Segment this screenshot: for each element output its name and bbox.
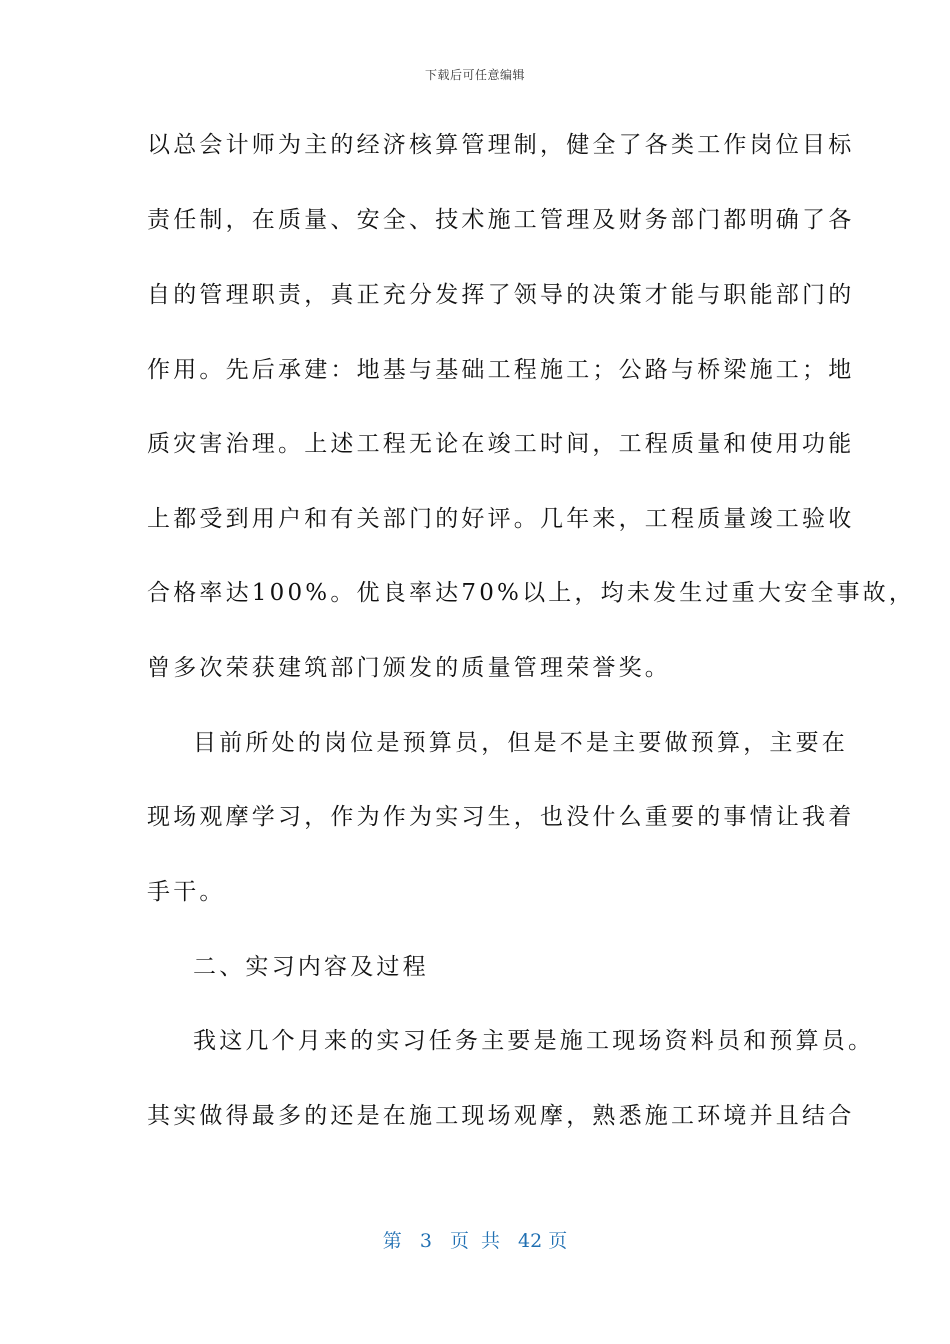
section-heading: 二、实习内容及过程: [193, 954, 429, 980]
paragraph-first-line: 我这几个月来的实习任务主要是施工现场资料员和预算员。: [193, 1028, 875, 1054]
body-line: 曾多次荣获建筑部门颁发的质量管理荣誉奖。: [147, 655, 671, 681]
body-line: 自的管理职责，真正充分发挥了领导的决策才能与职能部门的: [147, 282, 855, 308]
footer-prefix: 第: [382, 1230, 402, 1252]
paragraph-first-line: 目前所处的岗位是预算员，但是不是主要做预算，主要在: [193, 730, 848, 756]
page-header-note: 下载后可任意编辑: [424, 68, 525, 82]
total-page-count: 42: [518, 1230, 543, 1252]
body-line: 作用。先后承建：地基与基础工程施工；公路与桥梁施工；地: [147, 357, 855, 383]
footer-middle: 页 共: [449, 1230, 500, 1252]
body-line: 以总会计师为主的经济核算管理制，健全了各类工作岗位目标: [147, 132, 855, 158]
page-number-footer: [0, 1226, 950, 1253]
body-line: 合格率达100%。优良率达70%以上，均未发生过重大安全事故，: [147, 580, 916, 606]
body-line: 现场观摩学习，作为作为实习生，也没什么重要的事情让我着: [147, 804, 855, 830]
body-line: 质灾害治理。上述工程无论在竣工时间，工程质量和使用功能: [147, 431, 855, 457]
body-line: 其实做得最多的还是在施工现场观摩，熟悉施工环境并且结合: [147, 1103, 855, 1129]
body-line: 手干。: [147, 879, 226, 905]
current-page-number: 3: [419, 1230, 432, 1252]
footer-suffix: 页: [548, 1230, 568, 1252]
body-line: 责任制，在质量、安全、技术施工管理及财务部门都明确了各: [147, 207, 855, 233]
body-line: 上都受到用户和有关部门的好评。几年来，工程质量竣工验收: [147, 506, 855, 532]
